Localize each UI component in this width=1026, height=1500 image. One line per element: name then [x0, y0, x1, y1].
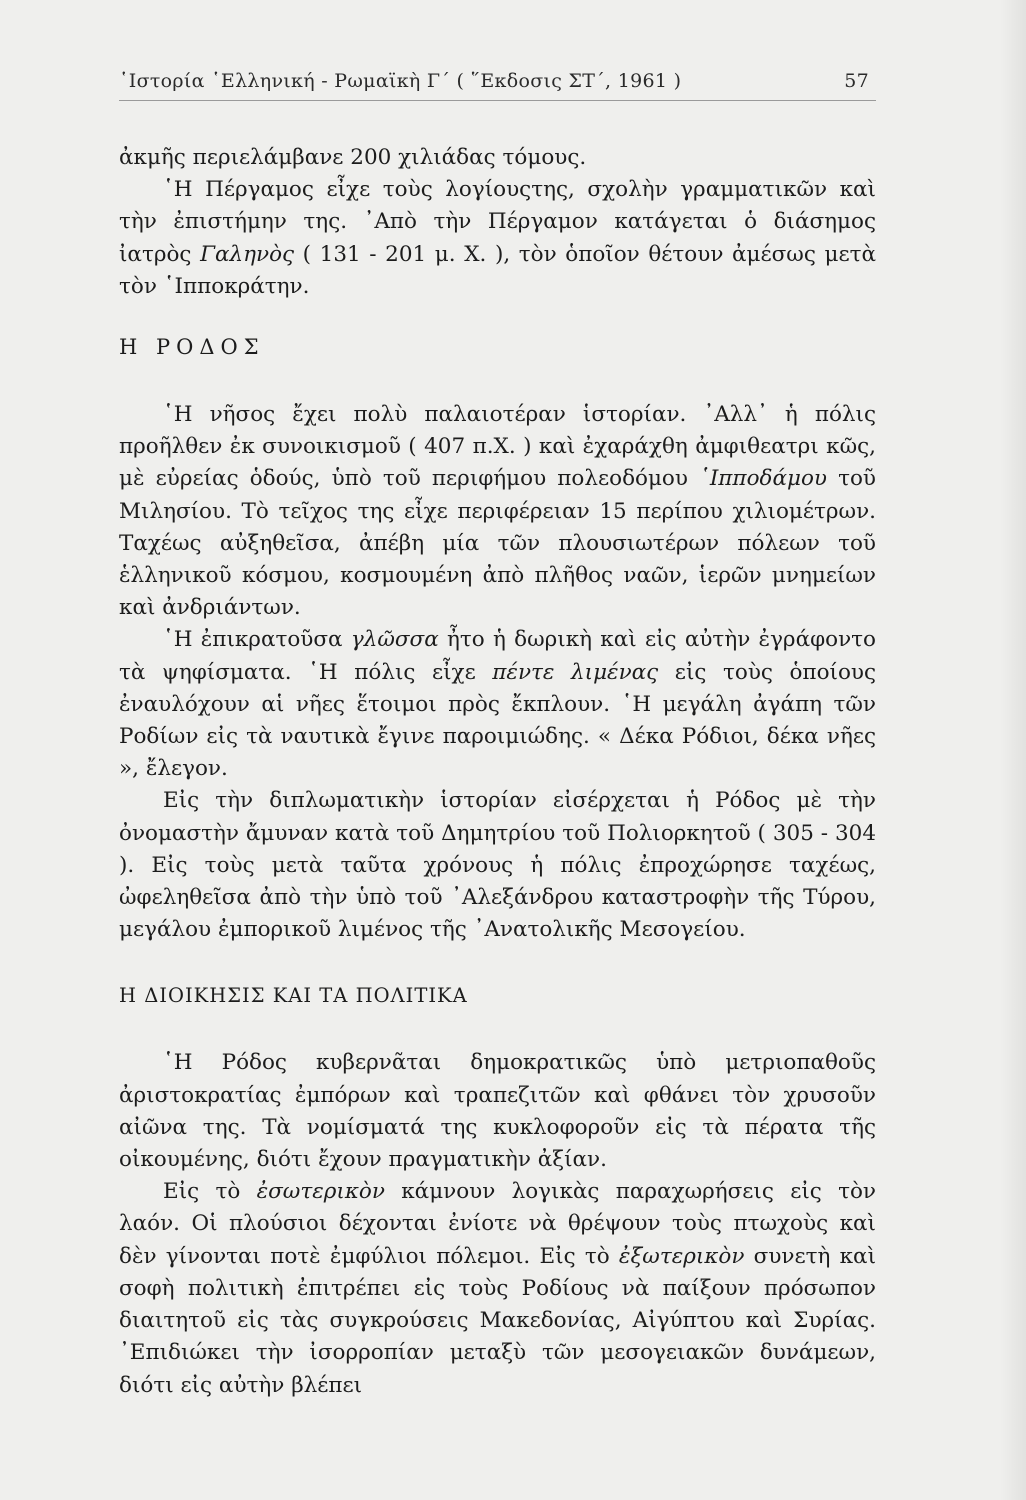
running-title: ῾Ιστορία ῾Ελληνική - Ρωμαϊκὴ Γ΄ ( ῞Εκδοσις ΣΤ΄, 1961 ) [119, 70, 682, 92]
page-edge-shadow [1000, 0, 1026, 1500]
paragraph-intro-1: ἀκμῆς περιελάμβανε 200 χιλιάδας τόμους. [119, 145, 587, 170]
italic-term: πέντε λιμένας [492, 659, 659, 685]
rhodes-paragraph-2: ῾Η ἐπικρατοῦσα γλῶσσα ἦτο ἡ δωρικὴ καὶ εἰς αὐτὴν ἐγράφοντο τὰ ψηφίσματα. ῾Η πόλις εἶχε πέντε λιμένας εἰς τοὺς ὁποίους ἐναυλόχουν αἱ νῆες ἕτοιμοι πρὸς ἔκπλουν. ῾Η μεγάλη ἀγάπη τῶν Ροδίων εἰς τὰ ναυτικὰ ἔγινε παροιμιώδης. « Δέκα Ρόδιοι, δέκα νῆες », ἔλεγον. [119, 627, 876, 782]
rhodes-paragraph-1: ῾Η νῆσος ἔχει πολὺ παλαιοτέραν ἱστορίαν. ᾿Αλλ᾿ ἡ πόλις προῆλθεν ἐκ συνοικισμοῦ ( 407 π.Χ. ) καὶ ἐχαράχθη ἀμφιθεατρι κῶς, μὲ εὐρείας ὁδούς, ὑπὸ τοῦ περιφήμου πολεοδόμου ῾Ιπποδάμου τοῦ Μιλησίου. Τὸ τεῖχος της εἶχε περιφέρειαν 15 περίπου χιλιομέτρων. Ταχέως αὐξηθεῖσα, ἀπέβη μία τῶν πλουσιωτέρων πόλεων τοῦ ἑλληνικοῦ κόσμου, κοσμουμένη ἀπὸ πλῆθος ναῶν, ἱερῶν μνημείων καὶ ἀνδριάντων. [119, 402, 876, 621]
section-heading-rhodes: Η ΡΟΔΟΣ [119, 335, 265, 360]
admin-paragraph-1: ῾Η Ρόδος κυβερνᾶται δημοκρατικῶς ὑπὸ μετριοπαθοῦς ἀριστοκρατίας ἐμπόρων καὶ τραπεζιτῶν καὶ φθάνει τὸν χρυσοῦν αἰῶνα της. Τὰ νομίσματά της κυκλοφοροῦν εἰς τὰ πέρατα τῆς οἰκουμένης, διότι ἔχουν πραγματικὴν ἀξίαν. [119, 1050, 876, 1173]
page-body [119, 142, 876, 1402]
rhodes-paragraph-3: Εἰς τὴν διπλωματικὴν ἱστορίαν εἰσέρχεται ἡ Ρόδος μὲ τὴν ὀνομαστὴν ἄμυναν κατὰ τοῦ Δημητρίου τοῦ Πολιορκητοῦ ( 305 - 304 ). Εἰς τοὺς μετὰ ταῦτα χρόνους ἡ πόλις ἐπροχώρησε ταχέως, ὠφεληθεῖσα ἀπὸ τὴν ὑπὸ τοῦ ᾿Αλεξάνδρου καταστροφὴν τῆς Τύρου, μεγάλου ἐμπορικοῦ λιμένος τῆς ᾿Ανατολικῆς Μεσογείου. [119, 788, 876, 943]
italic-name: Γαληνὸς [200, 241, 295, 267]
admin-paragraph-2: Εἰς τὸ ἐσωτερικὸν κάμνουν λογικὰς παραχωρήσεις εἰς τὸν λαόν. Οἱ πλούσιοι δέχονται ἐνίοτε νὰ θρέψουν τοὺς πτωχοὺς καὶ δὲν γίνονται ποτὲ ἐμφύλιοι πόλεμοι. Εἰς τὸ ἐξωτερικὸν συνετὴ καὶ σοφὴ πολιτικὴ ἐπιτρέπει εἰς τοὺς Ροδίους νὰ παίξουν πρόσωπον διαιτητοῦ εἰς τὰς συγκρούσεις Μακεδονίας, Αἰγύπτου καὶ Συρίας. ᾿Επιδιώκει τὴν ἰσορροπίαν μεταξὺ τῶν μεσογειακῶν δυνάμεων, διότι εἰς αὐτὴν βλέπει [119, 1179, 876, 1398]
italic-term: ἐσωτερικὸν [256, 1179, 385, 1205]
italic-name: ῾Ιπποδάμου [699, 466, 827, 492]
page-number: 57 [844, 70, 869, 92]
header-rule [119, 100, 876, 101]
section-heading-administration: Η ΔΙΟΙΚΗΣΙΣ ΚΑΙ ΤΑ ΠΟΛΙΤΙΚΑ [119, 984, 468, 1008]
running-header [119, 70, 869, 92]
paragraph-intro-2: ῾Η Πέργαμος εἶχε τοὺς λογίουςτης, σχολὴν γραμματικῶν καὶ τὴν ἐπιστήμην της. ᾿Απὸ τὴν Πέργαμον κατάγεται ὁ διάσημος ἰατρὸς Γαληνὸς ( 131 - 201 μ. Χ. ), τὸν ὁποῖον θέτουν ἀμέσως μετὰ τὸν ῾Ιπποκράτην. [119, 177, 876, 299]
italic-term: γλῶσσα [350, 627, 439, 653]
italic-term: ἐξωτερικὸν [618, 1243, 745, 1269]
